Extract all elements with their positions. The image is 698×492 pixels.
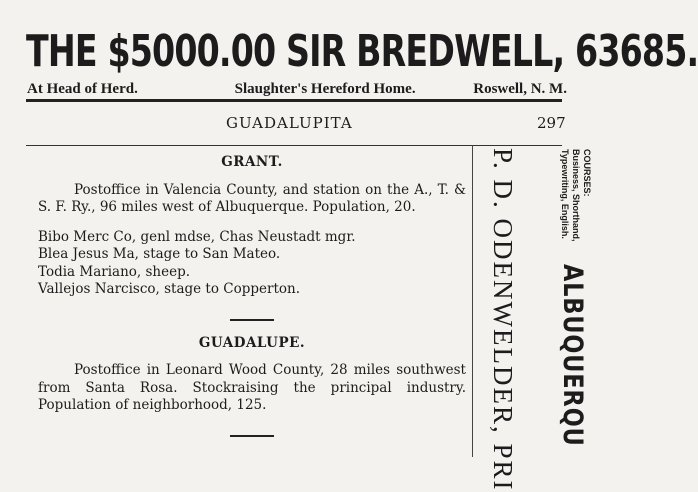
section-description: Postoffice in Valencia County, and station on the A., T. & S. F. Ry., 96 miles west of Albuquerque. Population, 20. <box>38 181 466 215</box>
section-heading: GRANT. <box>221 154 283 170</box>
section-grant <box>38 154 466 299</box>
column-rule <box>472 145 473 457</box>
advertisement-rule <box>26 99 562 102</box>
courses-block <box>559 149 592 249</box>
section-divider <box>230 435 274 437</box>
listing-entry: Vallejos Narcisco, stage to Copperton. <box>38 281 300 297</box>
advertisement-line-left: At Head of Herd. <box>27 81 138 97</box>
courses-line: Typewriting, English. <box>560 149 570 239</box>
page-number: 297 <box>537 114 566 132</box>
section-guadalupe <box>38 335 466 415</box>
section-divider <box>230 319 274 321</box>
side-ad-city: ALBUQUERQU <box>557 264 588 447</box>
main-column <box>38 150 466 451</box>
courses-label: COURSES: <box>582 149 592 197</box>
side-ad-name: P. D. ODENWELDER, PRI <box>488 148 518 492</box>
business-listing <box>38 229 466 299</box>
section-heading: GUADALUPE. <box>198 334 306 351</box>
running-head-title: GUADALUPITA <box>226 114 353 132</box>
advertisement-headline: THE $5000.00 SIR BREDWELL, 63685. <box>26 26 698 77</box>
side-advertisement <box>476 146 596 492</box>
advertisement-subline <box>27 80 567 98</box>
listing-entry: Todia Mariano, sheep. <box>38 263 191 280</box>
courses-line: Business, Shorthand, <box>571 149 581 242</box>
listing-entry: Bibo Merc Co, genl mdse, Chas Neustadt mgr. <box>38 228 356 245</box>
advertisement-line-center: Slaughter's Hereford Home. <box>234 81 416 97</box>
section-description: Postoffice in Leonard Wood County, 28 miles southwest from Santa Rosa. Stockraising the principal industry. Population of neighborhood, 125. <box>38 362 466 413</box>
advertisement-line-right: Roswell, N. M. <box>473 81 567 97</box>
listing-entry: Blea Jesus Ma, stage to San Mateo. <box>38 246 281 262</box>
